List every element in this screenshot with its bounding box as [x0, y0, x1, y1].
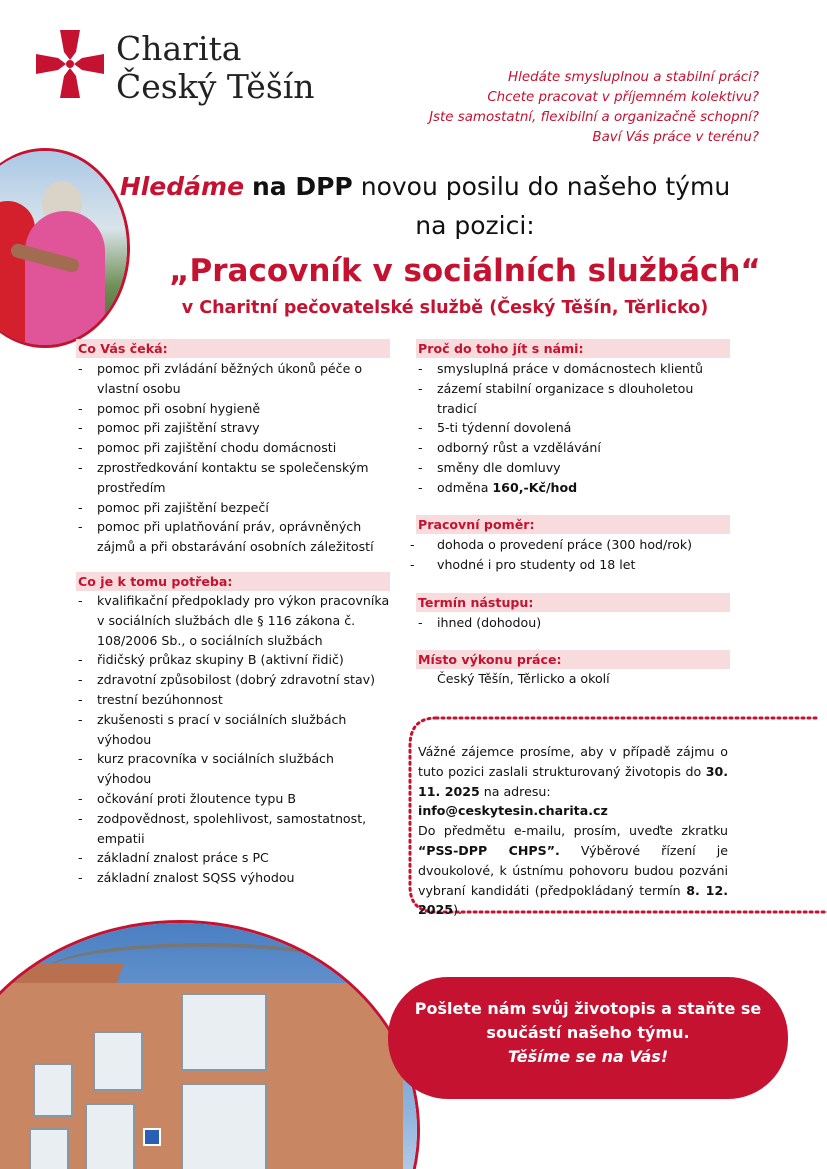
list-item: - trestní bezúhonnost [76, 690, 392, 710]
section-heading-requirements: Co je k tomu potřeba: [76, 572, 390, 591]
section-heading-why: Proč do toho jít s námi: [416, 339, 730, 358]
logo-text [116, 30, 315, 106]
list-item: - zodpovědnost, spolehlivost, samostatnost, empatii [76, 809, 392, 849]
contact-email-link[interactable]: info@ceskytesin.charita.cz [418, 803, 608, 819]
list-item: - 5-ti týdenní dovolená [416, 418, 732, 438]
list-item: - zprostředkování kontaktu se společenským prostředím [76, 458, 390, 498]
headline-line2: na pozici: [415, 211, 535, 240]
list-item: - vhodné i pro studenty od 18 let [408, 555, 732, 575]
cta-line1: Pošlete nám svůj životopis a staňte se [414, 999, 762, 1018]
charita-logo [36, 30, 326, 110]
cta-line3: Těšíme se na Vás! [507, 1047, 669, 1066]
question-3: Jste samostatní, flexibilní a organizačně schopní? [429, 110, 759, 125]
list-item: - pomoc při zajištění chodu domácnosti [76, 438, 390, 458]
subject-code: “PSS-DPP CHPS”. [418, 842, 560, 858]
list-item: - kurz pracovníka v sociálních službách výhodou [76, 749, 392, 789]
section-heading-contract: Pracovní poměr: [416, 515, 730, 534]
list-item-pay [416, 478, 732, 498]
list-item: - kvalifikační předpoklady pro výkon pracovníka v sociálních službách dle § 116 zákona č. 108/2006 Sb., o sociálních službách [76, 591, 392, 650]
position-subtitle: v Charitní pečovatelské službě (Český Těšín, Těrlicko) [181, 298, 709, 318]
position-title: „Pracovník v sociálních službách“ [169, 253, 761, 289]
charita-cross-icon [36, 30, 104, 98]
list-item: - pomoc při zvládání běžných úkonů péče o vlastní osobu [76, 359, 390, 399]
why-list [416, 359, 732, 498]
question-1: Hledáte smysluplnou a stabilní práci? [508, 70, 759, 85]
intro-questions [429, 68, 759, 148]
call-to-action [388, 977, 788, 1099]
place-text: Český Těšín, Těrlicko a okolí [437, 671, 610, 686]
list-item: - pomoc při zajištění bezpečí [76, 498, 390, 518]
section-heading-place: Místo výkonu práce: [416, 650, 730, 669]
contract-list [408, 535, 732, 575]
cta-line2: součástí našeho týmu. [486, 1023, 690, 1042]
requirements-list [76, 591, 392, 888]
list-item: - ihned (dohodou) [416, 613, 732, 633]
contact-closing: ). [453, 902, 462, 918]
contact-subject-text: Do předmětu e-mailu, prosím, uveďte zkratku [418, 823, 728, 839]
headline-hledame: Hledáme [119, 172, 245, 201]
list-item: - pomoc při zajištění stravy [76, 418, 390, 438]
list-item: - pomoc při osobní hygieně [76, 399, 390, 419]
list-item: - pomoc při uplatňování práv, oprávněných zájmů a při obstarávání osobních záležitostí [76, 517, 390, 557]
list-item: - odborný růst a vzdělávání [416, 438, 732, 458]
list-item: - základní znalost SQSS výhodou [76, 868, 392, 888]
list-item: - směny dle domluvy [416, 458, 732, 478]
list-item: - zkušenosti s prací v sociálních službách výhodou [76, 710, 392, 750]
pay-label: odměna [437, 479, 493, 495]
contact-address-label: na adresu: [479, 783, 551, 799]
section-heading-start: Termín nástupu: [416, 593, 730, 612]
contact-intro: Vážné zájemce prosíme, aby v případě zájmu o tuto pozici zaslali strukturovaný životopis do [418, 744, 728, 779]
section-heading-offer: Co Vás čeká: [76, 339, 390, 358]
list-item: - smysluplná práce v domácnostech klientů [416, 359, 732, 379]
question-4: Baví Vás práce v terénu? [592, 130, 759, 145]
headline-dpp: na DPP [251, 172, 353, 201]
question-2: Chcete pracovat v příjemném kolektivu? [487, 90, 759, 105]
logo-line2: Český Těšín [116, 67, 315, 106]
list-item: - očkování proti žloutence typu B [76, 789, 392, 809]
contact-text [418, 742, 728, 920]
headline-line1 [60, 172, 790, 202]
list-item: - základní znalost práce s PC [76, 848, 392, 868]
contact-selection-text: Výběrové řízení je dvoukolové, k ústnímu pohovoru budou pozváni vybraní kandidáti (předpokládaný termín [418, 842, 728, 898]
offer-list [76, 359, 390, 557]
list-item: - zázemí stabilní organizace s dlouholetou tradicí [416, 379, 732, 419]
list-item: - zdravotní způsobilost (dobrý zdravotní stav) [76, 670, 392, 690]
interview-date: 8. 12. 2025 [418, 882, 728, 918]
start-list [416, 613, 732, 633]
list-item: - řidičský průkaz skupiny B (aktivní řidič) [76, 650, 392, 670]
list-item: - dohoda o provedení práce (300 hod/rok) [408, 535, 732, 555]
building-photo [0, 920, 420, 1169]
headline-text: novou posilu do našeho týmu [360, 172, 731, 201]
logo-line1: Charita [116, 29, 242, 68]
pay-value: 160,-Kč/hod [492, 479, 578, 495]
deadline-date: 30. 11. 2025 [418, 763, 728, 799]
